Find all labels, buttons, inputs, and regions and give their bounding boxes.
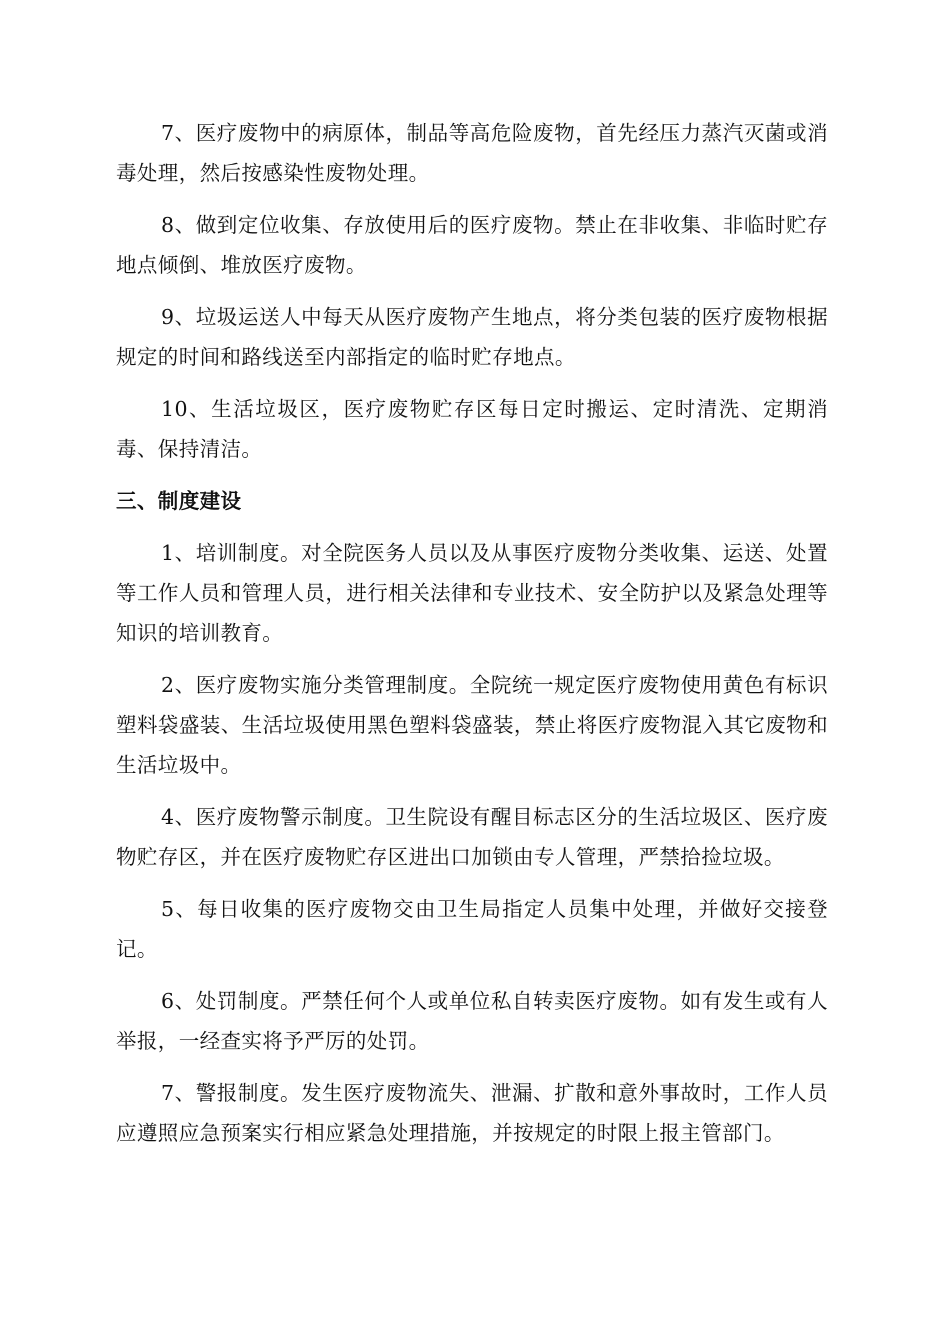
paragraph-warning-system: 4、医疗废物警示制度。卫生院设有醒目标志区分的生活垃圾区、医疗废物贮存区，并在医疗废物贮存区进出口加锁由专人管理，严禁拾捡垃圾。 (116, 805, 828, 869)
document-body (116, 113, 828, 1165)
paragraph-penalty-system: 6、处罚制度。严禁任何个人或单位私自转卖医疗废物。如有发生或有人举报，一经查实将予严厉的处罚。 (116, 989, 828, 1053)
paragraph-item-10: 10、生活垃圾区，医疗废物贮存区每日定时搬运、定时清洗、定期消毒、保持清洁。 (116, 397, 828, 461)
section-heading: 三、制度建设 (116, 489, 242, 513)
paragraph-item-8: 8、做到定位收集、存放使用后的医疗废物。禁止在非收集、非临时贮存地点倾倒、堆放医疗废物。 (116, 213, 828, 277)
paragraph-alarm-system: 7、警报制度。发生医疗废物流失、泄漏、扩散和意外事故时，工作人员应遵照应急预案实行相应紧急处理措施，并按规定的时限上报主管部门。 (116, 1081, 828, 1145)
paragraph-item-7: 7、医疗废物中的病原体，制品等高危险废物，首先经压力蒸汽灭菌或消毒处理，然后按感染性废物处理。 (116, 121, 828, 185)
paragraph-daily-collection: 5、每日收集的医疗废物交由卫生局指定人员集中处理，并做好交接登记。 (116, 897, 828, 961)
paragraph-classification-system: 2、医疗废物实施分类管理制度。全院统一规定医疗废物使用黄色有标识塑料袋盛装、生活垃圾使用黑色塑料袋盛装，禁止将医疗废物混入其它废物和生活垃圾中。 (116, 673, 828, 777)
paragraph-training-system: 1、培训制度。对全院医务人员以及从事医疗废物分类收集、运送、处置等工作人员和管理人员，进行相关法律和专业技术、安全防护以及紧急处理等知识的培训教育。 (116, 541, 828, 645)
paragraph-item-9: 9、垃圾运送人中每天从医疗废物产生地点，将分类包装的医疗废物根据规定的时间和路线送至内部指定的临时贮存地点。 (116, 305, 828, 369)
